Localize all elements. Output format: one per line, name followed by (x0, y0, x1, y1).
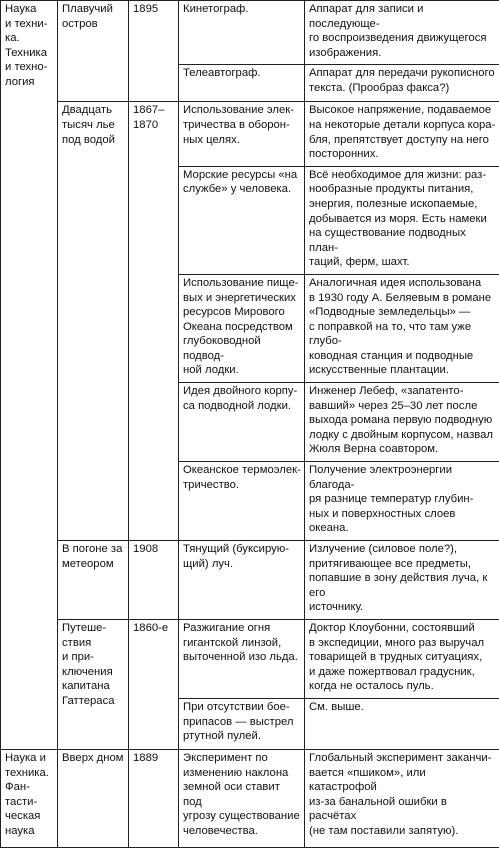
idea-cell: Морские ресурсы «на службе» у человека. (179, 166, 305, 274)
idea-cell: Океанское термоэлек- тричество. (179, 462, 305, 541)
idea-cell: Телеавтограф. (179, 65, 305, 102)
comment-cell: Всё необходимое для жизни: раз- нообразные продукты питания, энергия, полезные ископаемые, добывается из моря. Есть намеки на существование подводных план- таций, ферм, шахт. (305, 166, 499, 274)
section-cell: Наука и техни- ка. Техника и техно- логия (1, 1, 58, 750)
idea-cell: Использование пище- вых и энергетических ресурсов Мирового Океана посредством глубоководной подвод- ной лодки. (179, 274, 305, 382)
comment-cell: См. выше. (305, 698, 499, 749)
comment-cell: Инженер Лебеф, «запатенто- вавший» через 25–30 лет после выхода романа первую подводную лодку с двойным корпусом, назвал Жюля Верна соавтором. (305, 383, 499, 462)
comment-cell: Излучение (силовое поле?), притягивающее все предметы, попавшие в зону действия луча, к его источнику. (305, 541, 499, 620)
year-cell: 1908 (129, 541, 179, 620)
idea-cell: При отсутствии бое- припасов — выстрел ртутной пулей. (179, 698, 305, 749)
table-row (1, 619, 499, 698)
idea-cell: Использование элек- тричества в оборон- ных целях. (179, 102, 305, 166)
table-row (1, 102, 499, 166)
idea-cell: Эксперимент по изменению наклона земной оси ставит под угрозу существование человечества. (179, 749, 305, 847)
comment-cell: Аппарат для записи и последующе- го воспроизведения движущегося изображения. (305, 1, 499, 65)
table-row (1, 541, 499, 620)
work-title-cell: Вверх дном (58, 749, 129, 847)
comment-cell: Аналогичная идея использована в 1930 году А. Беляевым в романе «Подводные земледельцы» — с поправкой на то, что там уже глубо- ководная станция и подводные искусственные плантации. (305, 274, 499, 382)
year-cell: 1860-е (129, 619, 179, 749)
table-row (1, 749, 499, 847)
work-title-cell: В погоне за метеором (58, 541, 129, 620)
work-title-cell: Путеше- ствия и при- ключения капитана Гаттераса (58, 619, 129, 749)
year-cell: 1889 (129, 749, 179, 847)
idea-cell: Разжигание огня гигантской линзой, выточенной изо льда. (179, 619, 305, 698)
idea-cell: Тянущий (буксирую- щий) луч. (179, 541, 305, 620)
comment-cell: Глобальный эксперимент заканчи- вается «пшиком», или катастрофой из-за банальной ошибки в расчётах (не там поставили запятую). (305, 749, 499, 847)
comment-cell: Высокое напряжение, подаваемое на некоторые детали корпуса кора- бля, препятствует доступу на него посторонних. (305, 102, 499, 166)
idea-cell: Кинетограф. (179, 1, 305, 65)
table-row (1, 1, 499, 65)
work-title-cell: Двадцать тысяч лье под водой (58, 102, 129, 541)
comment-cell: Получение электроэнергии благода- ря разнице температур глубин- ных и поверхностных слоев океана. (305, 462, 499, 541)
comment-cell: Аппарат для передачи рукописного текста. (Прообраз факса?) (305, 65, 499, 102)
year-cell: 1867– 1870 (129, 102, 179, 541)
comment-cell: Доктор Клоубонни, состоявший в экспедиции, много раз выручал товарищей в трудных ситуациях, и даже пожертвовал градусник, когда не осталось пуль. (305, 619, 499, 698)
year-cell: 1895 (129, 1, 179, 102)
section-cell: Наука и техника. Фан- тасти- ческая наука (1, 749, 58, 847)
work-title-cell: Плавучий остров (58, 1, 129, 102)
idea-cell: Идея двойного корпу- са подводной лодки. (179, 383, 305, 462)
